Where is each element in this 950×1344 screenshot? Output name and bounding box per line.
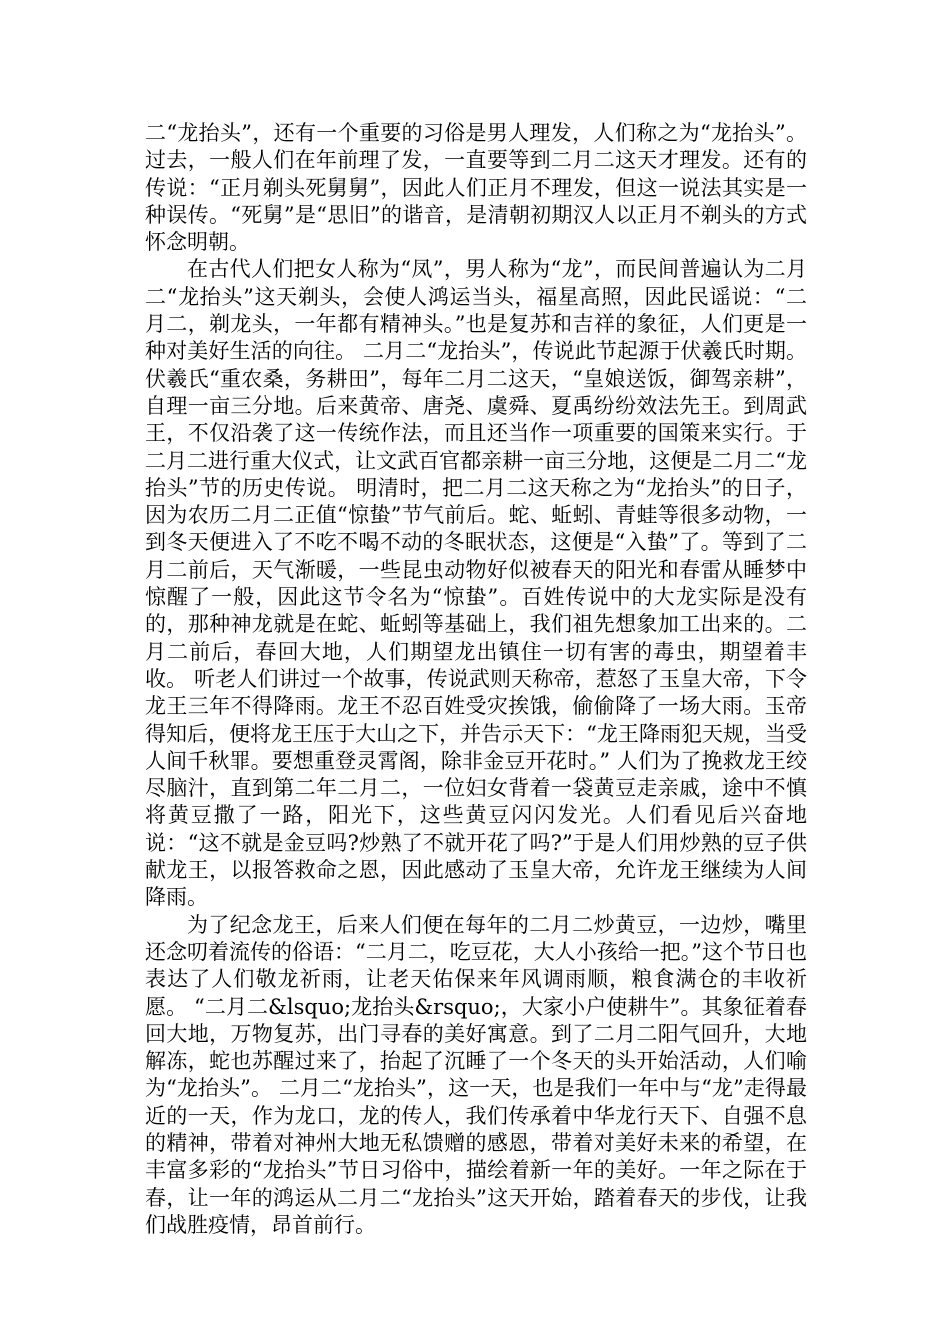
paragraph-1: 二“龙抬头”，还有一个重要的习俗是男人理发，人们称之为“龙抬头”。过去，一般人们在年前理了发，一直要等到二月二这天才理发。还有的传说：“正月剃头死舅舅”，因此人们正月不理发，但这一说法其实是一种误传。“死舅”是“思旧”的谐音，是清朝初期汉人以正月不剃头的方式怀念明朝。: [145, 121, 807, 255]
paragraph-3: 为了纪念龙王，后来人们便在每年的二月二炒黄豆，一边炒，嘴里还念叨着流传的俗语：“二月二，吃豆花，大人小孩给一把。”这个节日也表达了人们敬龙祈雨，让老天佑保来年风调雨顺，粮食满仓的丰收祈愿。 “二月二&lsquo;龙抬头&rsquo;，大家小户使耕牛”。其象征着春回大地，万物复苏，出门寻春的美好寓意。到了二月二阳气回升，大地解冻，蛇也苏醒过来了，抬起了沉睡了一个冬天的头开始活动，人们喻为“龙抬头”。 二月二“龙抬头”，这一天，也是我们一年中与“龙”走得最近的一天，作为龙口，龙的传人，我们传承着中华龙行天下、自强不息的精神，带着对神州大地无私馈赠的感恩，带着对美好未来的希望，在丰富多彩的“龙抬头”节日习俗中，描绘着新一年的美好。一年之际在于春，让一年的鸿运从二月二“龙抬头”这天开始，踏着春天的步伐，让我们战胜疫情，昂首前行。: [145, 912, 807, 1237]
paragraph-2: 在古代人们把女人称为“凤”，男人称为“龙”，而民间普遍认为二月二“龙抬头”这天剃头，会使人鸿运当头，福星高照，因此民谣说：“二月二，剃龙头，一年都有精神头。”也是复苏和吉祥的象征，人们更是一种对美好生活的向往。 二月二“龙抬头”，传说此节起源于伏羲氏时期。伏羲氏“重农桑，务耕田”，每年二月二这天，“皇娘送饭，御驾亲耕”，自理一亩三分地。后来黄帝、唐尧、虞舜、夏禹纷纷效法先王。到周武王，不仅沿袭了这一传统作法，而且还当作一项重要的国策来实行。于二月二进行重大仪式，让文武百官都亲耕一亩三分地，这便是二月二“龙抬头”节的历史传说。 明清时，把二月二这天称之为“龙抬头”的日子，因为农历二月二正值“惊蛰”节气前后。蛇、蚯蚓、青蛙等很多动物，一到冬天便进入了不吃不喝不动的冬眠状态，这便是“入蛰”了。等到了二月二前后，天气渐暖，一些昆虫动物好似被春天的阳光和春雷从睡梦中惊醒了一般，因此这节令名为“惊蛰”。百姓传说中的大龙实际是没有的，那种神龙就是在蛇、蚯蚓等基础上，我们祖先想象加工出来的。二月二前后，春回大地，人们期望龙出镇住一切有害的毒虫，期望着丰收。 听老人们讲过一个故事，传说武则天称帝，惹怒了玉皇大帝，下令龙王三年不得降雨。龙王不忍百姓受灾挨饿，偷偷降了一场大雨。玉帝得知后，便将龙王压于大山之下，并告示天下：“龙王降雨犯天规，当受人间千秋罪。要想重登灵霄阁，除非金豆开花时。” 人们为了挽救龙王绞尽脑汁，直到第二年二月二，一位妇女背着一袋黄豆走亲戚，途中不慎将黄豆撒了一路，阳光下，这些黄豆闪闪发光。人们看见后兴奋地说：“这不就是金豆吗?炒熟了不就开花了吗?”于是人们用炒熟的豆子供献龙王，以报答救命之恩，因此感动了玉皇大帝，允许龙王继续为人间降雨。: [145, 257, 807, 910]
document-page: [145, 120, 807, 1239]
